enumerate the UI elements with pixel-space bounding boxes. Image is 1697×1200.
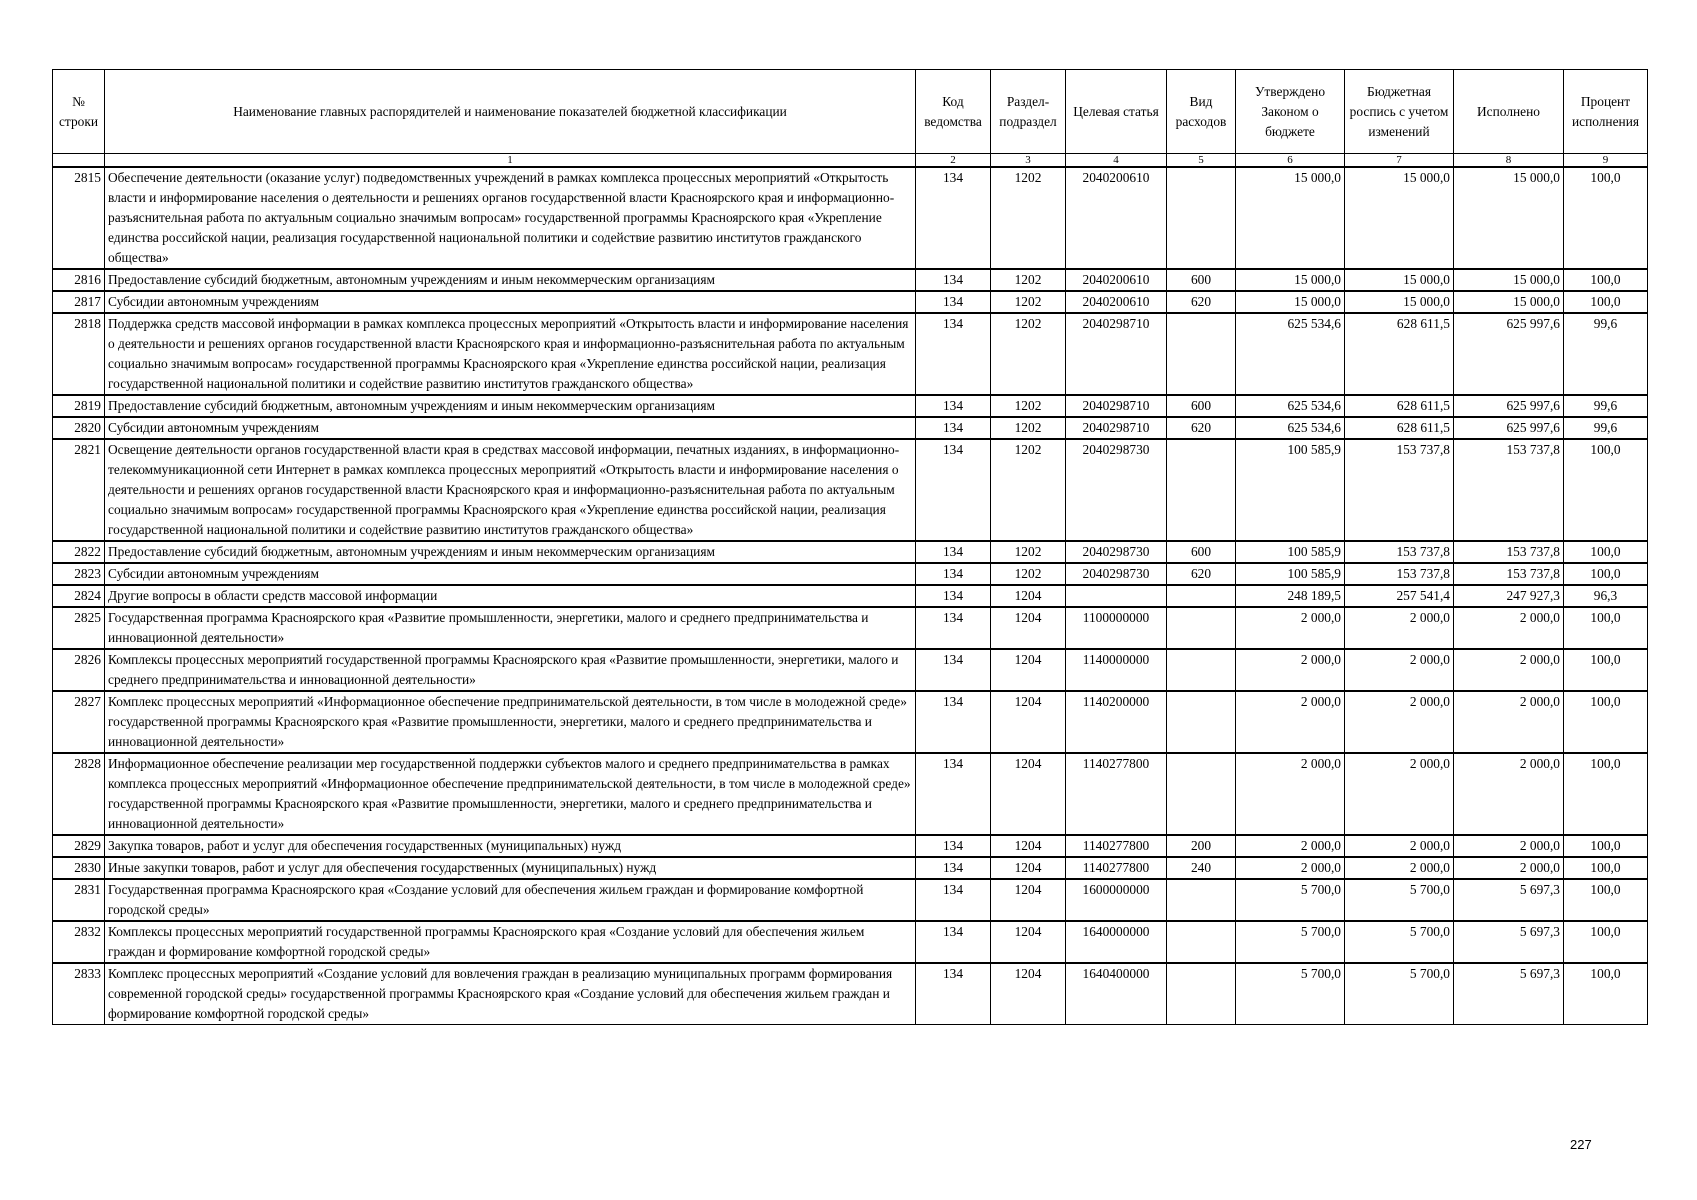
column-number-blank xyxy=(53,154,105,168)
table-row xyxy=(53,291,1648,313)
executed-amount-cell: 2 000,0 xyxy=(1454,691,1564,753)
row-number-cell: 2830 xyxy=(53,857,105,879)
section-cell: 1204 xyxy=(991,963,1066,1025)
expense-kind-cell: 240 xyxy=(1167,857,1236,879)
row-number-cell: 2833 xyxy=(53,963,105,1025)
department-code-cell: 134 xyxy=(916,167,991,269)
section-cell: 1204 xyxy=(991,835,1066,857)
table-row xyxy=(53,395,1648,417)
section-cell: 1204 xyxy=(991,691,1066,753)
target-article-cell: 2040298730 xyxy=(1066,541,1167,563)
table-row xyxy=(53,649,1648,691)
executed-amount-cell: 625 997,6 xyxy=(1454,395,1564,417)
header-name: Наименование главных распорядителей и наименование показателей бюджетной классификации xyxy=(105,70,916,154)
approved-amount-cell: 2 000,0 xyxy=(1236,649,1345,691)
approved-amount-cell: 625 534,6 xyxy=(1236,395,1345,417)
row-number-cell: 2822 xyxy=(53,541,105,563)
approved-amount-cell: 625 534,6 xyxy=(1236,313,1345,395)
row-number-cell: 2815 xyxy=(53,167,105,269)
approved-amount-cell: 2 000,0 xyxy=(1236,753,1345,835)
table-header-row xyxy=(53,70,1648,154)
approved-amount-cell: 5 700,0 xyxy=(1236,963,1345,1025)
department-code-cell: 134 xyxy=(916,753,991,835)
approved-amount-cell: 2 000,0 xyxy=(1236,691,1345,753)
target-article-cell: 1140277800 xyxy=(1066,857,1167,879)
header-row-number: № строки xyxy=(53,70,105,154)
expense-kind-cell: 200 xyxy=(1167,835,1236,857)
expense-kind-cell xyxy=(1167,313,1236,395)
section-cell: 1204 xyxy=(991,921,1066,963)
executed-amount-cell: 5 697,3 xyxy=(1454,879,1564,921)
budget-list-amount-cell: 153 737,8 xyxy=(1345,541,1454,563)
budget-list-amount-cell: 153 737,8 xyxy=(1345,563,1454,585)
budget-list-amount-cell: 2 000,0 xyxy=(1345,691,1454,753)
approved-amount-cell: 248 189,5 xyxy=(1236,585,1345,607)
expense-kind-cell xyxy=(1167,607,1236,649)
execution-percent-cell: 100,0 xyxy=(1564,439,1648,541)
row-number-cell: 2828 xyxy=(53,753,105,835)
expense-kind-cell xyxy=(1167,879,1236,921)
column-number: 7 xyxy=(1345,154,1454,168)
table-row xyxy=(53,439,1648,541)
department-code-cell: 134 xyxy=(916,395,991,417)
table-row xyxy=(53,691,1648,753)
section-cell: 1202 xyxy=(991,541,1066,563)
execution-percent-cell: 100,0 xyxy=(1564,921,1648,963)
execution-percent-cell: 100,0 xyxy=(1564,753,1648,835)
execution-percent-cell: 99,6 xyxy=(1564,417,1648,439)
approved-amount-cell: 100 585,9 xyxy=(1236,563,1345,585)
target-article-cell: 2040200610 xyxy=(1066,269,1167,291)
department-code-cell: 134 xyxy=(916,879,991,921)
execution-percent-cell: 100,0 xyxy=(1564,857,1648,879)
column-number: 9 xyxy=(1564,154,1648,168)
budget-list-amount-cell: 15 000,0 xyxy=(1345,167,1454,269)
target-article-cell: 1600000000 xyxy=(1066,879,1167,921)
section-cell: 1202 xyxy=(991,417,1066,439)
target-article-cell: 2040298710 xyxy=(1066,395,1167,417)
expense-kind-cell: 600 xyxy=(1167,395,1236,417)
expense-kind-cell xyxy=(1167,691,1236,753)
approved-amount-cell: 2 000,0 xyxy=(1236,835,1345,857)
column-number: 5 xyxy=(1167,154,1236,168)
column-number: 8 xyxy=(1454,154,1564,168)
department-code-cell: 134 xyxy=(916,691,991,753)
budget-list-amount-cell: 628 611,5 xyxy=(1345,417,1454,439)
execution-percent-cell: 100,0 xyxy=(1564,649,1648,691)
execution-percent-cell: 99,6 xyxy=(1564,313,1648,395)
row-name-cell: Предоставление субсидий бюджетным, автономным учреждениям и иным некоммерческим организациям xyxy=(105,395,916,417)
expense-kind-cell: 620 xyxy=(1167,563,1236,585)
section-cell: 1202 xyxy=(991,395,1066,417)
execution-percent-cell: 100,0 xyxy=(1564,269,1648,291)
approved-amount-cell: 5 700,0 xyxy=(1236,879,1345,921)
budget-list-amount-cell: 15 000,0 xyxy=(1345,269,1454,291)
row-name-cell: Субсидии автономным учреждениям xyxy=(105,417,916,439)
execution-percent-cell: 100,0 xyxy=(1564,607,1648,649)
approved-amount-cell: 100 585,9 xyxy=(1236,439,1345,541)
department-code-cell: 134 xyxy=(916,439,991,541)
executed-amount-cell: 153 737,8 xyxy=(1454,541,1564,563)
row-number-cell: 2817 xyxy=(53,291,105,313)
row-number-cell: 2827 xyxy=(53,691,105,753)
target-article-cell: 2040298730 xyxy=(1066,439,1167,541)
department-code-cell: 134 xyxy=(916,857,991,879)
header-target-article: Целевая статья xyxy=(1066,70,1167,154)
expense-kind-cell xyxy=(1167,753,1236,835)
row-name-cell: Другие вопросы в области средств массовой информации xyxy=(105,585,916,607)
expense-kind-cell: 620 xyxy=(1167,291,1236,313)
executed-amount-cell: 5 697,3 xyxy=(1454,921,1564,963)
execution-percent-cell: 100,0 xyxy=(1564,879,1648,921)
department-code-cell: 134 xyxy=(916,563,991,585)
executed-amount-cell: 2 000,0 xyxy=(1454,857,1564,879)
row-number-cell: 2824 xyxy=(53,585,105,607)
row-name-cell: Обеспечение деятельности (оказание услуг) подведомственных учреждений в рамках комплекса процессных мероприятий «Открытость власти и информирование населения о деятельности и решениях органов государственной власти Красноярского края и информационно-разъяснительная работа по актуальным социально значимым вопросам» государственной программы Красноярского края «Укрепление единства российской нации, реализация государственной национальной политики и содействие развитию институтов гражданского общества» xyxy=(105,167,916,269)
budget-list-amount-cell: 2 000,0 xyxy=(1345,607,1454,649)
budget-list-amount-cell: 5 700,0 xyxy=(1345,921,1454,963)
executed-amount-cell: 15 000,0 xyxy=(1454,291,1564,313)
table-row xyxy=(53,167,1648,269)
expense-kind-cell xyxy=(1167,585,1236,607)
table-row xyxy=(53,607,1648,649)
execution-percent-cell: 100,0 xyxy=(1564,167,1648,269)
column-number: 6 xyxy=(1236,154,1345,168)
executed-amount-cell: 2 000,0 xyxy=(1454,835,1564,857)
section-cell: 1204 xyxy=(991,753,1066,835)
executed-amount-cell: 625 997,6 xyxy=(1454,313,1564,395)
table-row xyxy=(53,585,1648,607)
execution-percent-cell: 99,6 xyxy=(1564,395,1648,417)
table-row xyxy=(53,857,1648,879)
department-code-cell: 134 xyxy=(916,963,991,1025)
row-name-cell: Иные закупки товаров, работ и услуг для обеспечения государственных (муниципальных) нужд xyxy=(105,857,916,879)
budget-list-amount-cell: 2 000,0 xyxy=(1345,857,1454,879)
row-name-cell: Субсидии автономным учреждениям xyxy=(105,291,916,313)
target-article-cell: 1140000000 xyxy=(1066,649,1167,691)
execution-percent-cell: 100,0 xyxy=(1564,835,1648,857)
expense-kind-cell xyxy=(1167,649,1236,691)
header-section: Раздел-подраздел xyxy=(991,70,1066,154)
table-row xyxy=(53,753,1648,835)
expense-kind-cell: 600 xyxy=(1167,541,1236,563)
department-code-cell: 134 xyxy=(916,921,991,963)
table-row xyxy=(53,417,1648,439)
department-code-cell: 134 xyxy=(916,541,991,563)
executed-amount-cell: 2 000,0 xyxy=(1454,607,1564,649)
executed-amount-cell: 247 927,3 xyxy=(1454,585,1564,607)
table-row xyxy=(53,879,1648,921)
execution-percent-cell: 96,3 xyxy=(1564,585,1648,607)
target-article-cell: 1140277800 xyxy=(1066,835,1167,857)
header-expense-kind: Вид расходов xyxy=(1167,70,1236,154)
approved-amount-cell: 5 700,0 xyxy=(1236,921,1345,963)
header-department-code: Код ведомства xyxy=(916,70,991,154)
table-row xyxy=(53,563,1648,585)
approved-amount-cell: 15 000,0 xyxy=(1236,291,1345,313)
row-number-cell: 2829 xyxy=(53,835,105,857)
executed-amount-cell: 2 000,0 xyxy=(1454,649,1564,691)
page-number: 227 xyxy=(1570,1137,1592,1152)
department-code-cell: 134 xyxy=(916,269,991,291)
target-article-cell: 2040298710 xyxy=(1066,417,1167,439)
row-number-cell: 2832 xyxy=(53,921,105,963)
expense-kind-cell: 620 xyxy=(1167,417,1236,439)
header-budget-list: Бюджетная роспись с учетом изменений xyxy=(1345,70,1454,154)
executed-amount-cell: 15 000,0 xyxy=(1454,167,1564,269)
row-number-cell: 2821 xyxy=(53,439,105,541)
execution-percent-cell: 100,0 xyxy=(1564,563,1648,585)
section-cell: 1202 xyxy=(991,563,1066,585)
target-article-cell: 1640400000 xyxy=(1066,963,1167,1025)
row-number-cell: 2820 xyxy=(53,417,105,439)
column-number: 4 xyxy=(1066,154,1167,168)
department-code-cell: 134 xyxy=(916,585,991,607)
row-number-cell: 2826 xyxy=(53,649,105,691)
department-code-cell: 134 xyxy=(916,649,991,691)
target-article-cell: 1100000000 xyxy=(1066,607,1167,649)
row-name-cell: Предоставление субсидий бюджетным, автономным учреждениям и иным некоммерческим организациям xyxy=(105,541,916,563)
budget-execution-table xyxy=(52,69,1648,1025)
table-body xyxy=(53,167,1648,1025)
row-number-cell: 2825 xyxy=(53,607,105,649)
table-row xyxy=(53,541,1648,563)
section-cell: 1202 xyxy=(991,269,1066,291)
row-number-cell: 2831 xyxy=(53,879,105,921)
execution-percent-cell: 100,0 xyxy=(1564,691,1648,753)
execution-percent-cell: 100,0 xyxy=(1564,541,1648,563)
row-name-cell: Поддержка средств массовой информации в рамках комплекса процессных мероприятий «Открытость власти и информирование населения о деятельности и решениях органов государственной власти Красноярского края и информационно-разъяснительная работа по актуальным социально значимым вопросам» государственной программы Красноярского края «Укрепление единства российской нации, реализация государственной национальной политики и содействие развитию институтов гражданского общества» xyxy=(105,313,916,395)
expense-kind-cell xyxy=(1167,921,1236,963)
budget-list-amount-cell: 2 000,0 xyxy=(1345,753,1454,835)
table-row xyxy=(53,963,1648,1025)
executed-amount-cell: 153 737,8 xyxy=(1454,563,1564,585)
section-cell: 1204 xyxy=(991,585,1066,607)
executed-amount-cell: 153 737,8 xyxy=(1454,439,1564,541)
row-number-cell: 2818 xyxy=(53,313,105,395)
budget-list-amount-cell: 257 541,4 xyxy=(1345,585,1454,607)
budget-list-amount-cell: 2 000,0 xyxy=(1345,649,1454,691)
header-percent: Процент исполнения xyxy=(1564,70,1648,154)
column-number: 1 xyxy=(105,154,916,168)
header-executed: Исполнено xyxy=(1454,70,1564,154)
target-article-cell: 2040298710 xyxy=(1066,313,1167,395)
execution-percent-cell: 100,0 xyxy=(1564,963,1648,1025)
row-name-cell: Освещение деятельности органов государственной власти края в средствах массовой информации, печатных изданиях, в информационно-телекоммуникационной сети Интернет в рамках комплекса процессных мероприятий «Открытость власти и информирование населения о деятельности и решениях органов государственной власти Красноярского края и информационно-разъяснительная работа по актуальным социально значимым вопросам» государственной программы Красноярского края «Укрепление единства российской нации, реализация государственной национальной политики и содействие развитию институтов гражданского общества» xyxy=(105,439,916,541)
executed-amount-cell: 2 000,0 xyxy=(1454,753,1564,835)
table-row xyxy=(53,921,1648,963)
approved-amount-cell: 15 000,0 xyxy=(1236,269,1345,291)
approved-amount-cell: 2 000,0 xyxy=(1236,607,1345,649)
budget-list-amount-cell: 5 700,0 xyxy=(1345,879,1454,921)
department-code-cell: 134 xyxy=(916,313,991,395)
row-name-cell: Государственная программа Красноярского края «Развитие промышленности, энергетики, малого и среднего предпринимательства и инновационной деятельности» xyxy=(105,607,916,649)
executed-amount-cell: 15 000,0 xyxy=(1454,269,1564,291)
expense-kind-cell: 600 xyxy=(1167,269,1236,291)
column-number-row xyxy=(53,154,1648,168)
row-name-cell: Комплексы процессных мероприятий государственной программы Красноярского края «Создание условий для обеспечения жильем граждан и формирование комфортной городской среды» xyxy=(105,921,916,963)
table-row xyxy=(53,313,1648,395)
approved-amount-cell: 100 585,9 xyxy=(1236,541,1345,563)
target-article-cell: 2040200610 xyxy=(1066,167,1167,269)
section-cell: 1204 xyxy=(991,857,1066,879)
budget-list-amount-cell: 15 000,0 xyxy=(1345,291,1454,313)
expense-kind-cell xyxy=(1167,167,1236,269)
section-cell: 1204 xyxy=(991,607,1066,649)
section-cell: 1202 xyxy=(991,439,1066,541)
row-number-cell: 2816 xyxy=(53,269,105,291)
department-code-cell: 134 xyxy=(916,417,991,439)
column-number: 3 xyxy=(991,154,1066,168)
section-cell: 1202 xyxy=(991,291,1066,313)
department-code-cell: 134 xyxy=(916,291,991,313)
department-code-cell: 134 xyxy=(916,835,991,857)
table-row xyxy=(53,835,1648,857)
target-article-cell: 1140200000 xyxy=(1066,691,1167,753)
column-number: 2 xyxy=(916,154,991,168)
target-article-cell xyxy=(1066,585,1167,607)
target-article-cell: 2040298730 xyxy=(1066,563,1167,585)
target-article-cell: 1140277800 xyxy=(1066,753,1167,835)
row-name-cell: Комплекс процессных мероприятий «Создание условий для вовлечения граждан в реализацию муниципальных программ формирования современной городской среды» государственной программы Красноярского края «Создание условий для обеспечения жильем граждан и формирование комфортной городской среды» xyxy=(105,963,916,1025)
budget-list-amount-cell: 5 700,0 xyxy=(1345,963,1454,1025)
row-number-cell: 2823 xyxy=(53,563,105,585)
row-name-cell: Комплекс процессных мероприятий «Информационное обеспечение предпринимательской деятельности, в том числе в молодежной среде» государственной программы Красноярского края «Развитие промышленности, энергетики, малого и среднего предпринимательства и инновационной деятельности» xyxy=(105,691,916,753)
header-approved: Утверждено Законом о бюджете xyxy=(1236,70,1345,154)
expense-kind-cell xyxy=(1167,963,1236,1025)
row-name-cell: Комплексы процессных мероприятий государственной программы Красноярского края «Развитие промышленности, энергетики, малого и среднего предпринимательства и инновационной деятельности» xyxy=(105,649,916,691)
row-name-cell: Закупка товаров, работ и услуг для обеспечения государственных (муниципальных) нужд xyxy=(105,835,916,857)
expense-kind-cell xyxy=(1167,439,1236,541)
row-name-cell: Предоставление субсидий бюджетным, автономным учреждениям и иным некоммерческим организациям xyxy=(105,269,916,291)
approved-amount-cell: 15 000,0 xyxy=(1236,167,1345,269)
executed-amount-cell: 5 697,3 xyxy=(1454,963,1564,1025)
section-cell: 1202 xyxy=(991,313,1066,395)
approved-amount-cell: 2 000,0 xyxy=(1236,857,1345,879)
budget-list-amount-cell: 2 000,0 xyxy=(1345,835,1454,857)
approved-amount-cell: 625 534,6 xyxy=(1236,417,1345,439)
target-article-cell: 1640000000 xyxy=(1066,921,1167,963)
row-name-cell: Государственная программа Красноярского края «Создание условий для обеспечения жильем граждан и формирование комфортной городской среды» xyxy=(105,879,916,921)
budget-list-amount-cell: 153 737,8 xyxy=(1345,439,1454,541)
row-name-cell: Субсидии автономным учреждениям xyxy=(105,563,916,585)
execution-percent-cell: 100,0 xyxy=(1564,291,1648,313)
target-article-cell: 2040200610 xyxy=(1066,291,1167,313)
section-cell: 1202 xyxy=(991,167,1066,269)
table-row xyxy=(53,269,1648,291)
budget-list-amount-cell: 628 611,5 xyxy=(1345,395,1454,417)
budget-list-amount-cell: 628 611,5 xyxy=(1345,313,1454,395)
department-code-cell: 134 xyxy=(916,607,991,649)
row-name-cell: Информационное обеспечение реализации мер государственной поддержки субъектов малого и среднего предпринимательства в рамках комплекса процессных мероприятий «Информационное обеспечение предпринимательской деятельности, в том числе в молодежной среде» государственной программы Красноярского края «Развитие промышленности, энергетики, малого и среднего предпринимательства и инновационной деятельности» xyxy=(105,753,916,835)
executed-amount-cell: 625 997,6 xyxy=(1454,417,1564,439)
section-cell: 1204 xyxy=(991,649,1066,691)
row-number-cell: 2819 xyxy=(53,395,105,417)
section-cell: 1204 xyxy=(991,879,1066,921)
